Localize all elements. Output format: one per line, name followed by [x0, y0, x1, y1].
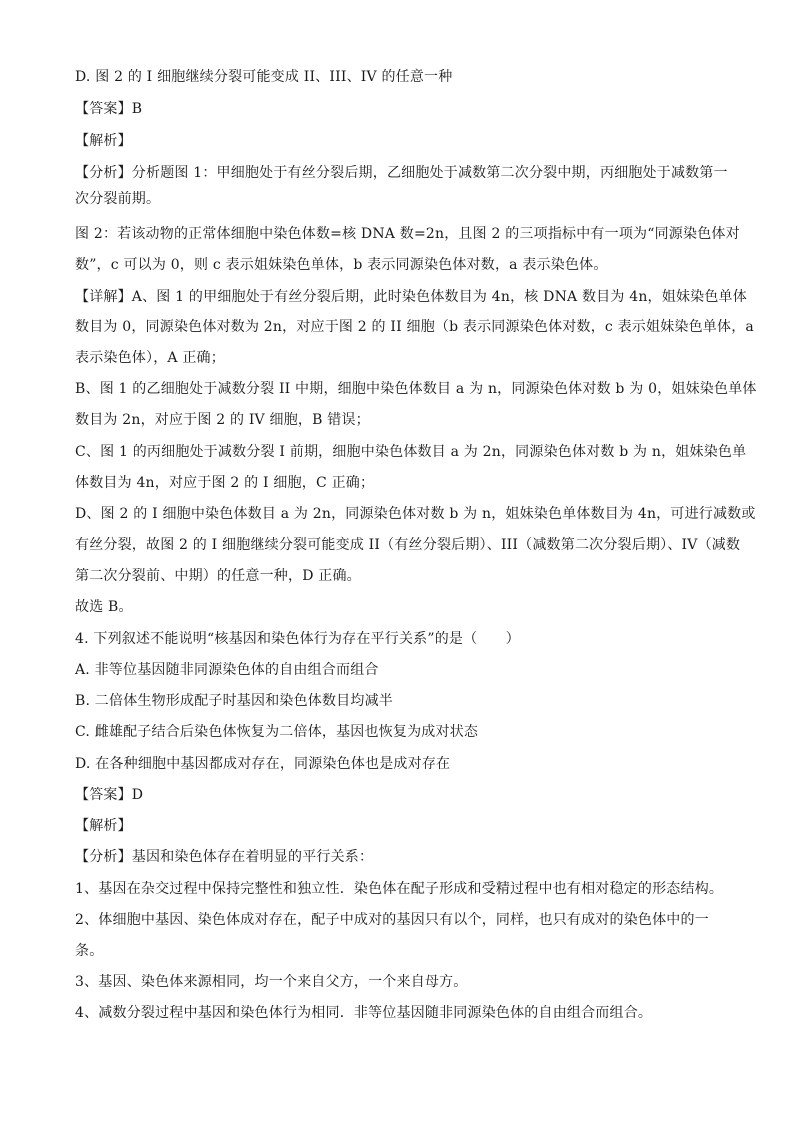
answer-label-q3: 【答案】B: [75, 101, 143, 117]
detail-line-5: 数目为 2n，对应于图 2 的 IV 细胞，B 错误；: [75, 412, 370, 428]
detail-line-9: 有丝分裂，故图 2 的 I 细胞继续分裂可能变成 II（有丝分裂后期）、III（减数第二次分裂后期）、IV（减数: [75, 537, 741, 553]
analysis-line-4: 数”，c 可以为 0，则 c 表示姐妹染色单体，b 表示同源染色体对数，a 表示染色体。: [75, 257, 608, 273]
answer-label-q4: 【答案】D: [75, 787, 144, 803]
q4-analysis-line-4: 条。: [75, 943, 104, 959]
detail-line-4: B、图 1 的乙细胞处于减数分裂 II 中期，细胞中染色体数目 a 为 n，同源染色体对数 b 为 0，姐妹染色单体: [75, 381, 757, 397]
analysis-line-1: 【分析】分析题图 1：甲细胞处于有丝分裂后期，乙细胞处于减数第二次分裂中期，丙细胞处于减数第一: [75, 165, 728, 181]
analysis-heading-q4: 【解析】: [75, 818, 132, 834]
q4-option-d: D. 在各种细胞中基因都成对存在，同源染色体也是成对存在: [75, 756, 451, 772]
q4-option-a: A. 非等位基因随非同源染色体的自由组合而组合: [75, 662, 379, 678]
q4-analysis-line-1: 【分析】基因和染色体存在着明显的平行关系：: [75, 849, 374, 865]
q4-option-c: C. 雌雄配子结合后染色体恢复为二倍体，基因也恢复为成对状态: [75, 724, 479, 740]
analysis-line-2: 次分裂前期。: [75, 191, 161, 207]
question-4-stem: 4. 下列叙述不能说明“核基因和染色体行为存在平行关系”的是（ ）: [75, 631, 520, 647]
q4-analysis-line-6: 4、减数分裂过程中基因和染色体行为相同．非等位基因随非同源染色体的自由组合而组合。: [75, 1005, 653, 1021]
detail-line-10: 第二次分裂前、中期）的任意一种，D 正确。: [75, 568, 361, 584]
detail-line-1: 【详解】A、图 1 的甲细胞处于有丝分裂后期，此时染色体数目为 4n，核 DNA 数目为 4n，姐妹染色单体: [75, 289, 747, 305]
detail-line-7: 体数目为 4n，对应于图 2 的 I 细胞，C 正确；: [75, 475, 375, 491]
q4-analysis-line-5: 3、基因、染色体来源相同，均一个来自父方，一个来自母方。: [75, 974, 468, 990]
analysis-heading-q3: 【解析】: [75, 133, 132, 149]
q4-option-b: B. 二倍体生物形成配子时基因和染色体数目均减半: [75, 693, 393, 709]
choose-answer-q3: 故选 B。: [75, 599, 133, 615]
detail-line-2: 数目为 0，同源染色体对数为 2n，对应于图 2 的 II 细胞（b 表示同源染色体对数，c 表示姐妹染色单体，a: [75, 319, 754, 335]
option-d-q3: D. 图 2 的 I 细胞继续分裂可能变成 II、III、IV 的任意一种: [75, 69, 453, 85]
detail-line-6: C、图 1 的丙细胞处于减数分裂 I 前期，细胞中染色体数目 a 为 2n，同源染色体对数 b 为 n，姐妹染色单: [75, 444, 747, 460]
detail-line-3: 表示染色体），A 正确；: [75, 350, 225, 366]
analysis-line-3: 图 2：若该动物的正常体细胞中染色体数=核 DNA 数=2n，且图 2 的三项指标中有一项为“同源染色体对: [75, 226, 740, 242]
detail-line-8: D、图 2 的 I 细胞中染色体数目 a 为 2n，同源染色体对数 b 为 n，姐妹染色单体数目为 4n，可进行减数或: [75, 506, 756, 522]
q4-analysis-line-2: 1、基因在杂交过程中保持完整性和独立性．染色体在配子形成和受精过程中也有相对稳定的形态结构。: [75, 881, 724, 897]
q4-analysis-line-3: 2、体细胞中基因、染色体成对存在，配子中成对的基因只有以个，同样，也只有成对的染色体中的一: [75, 912, 709, 928]
